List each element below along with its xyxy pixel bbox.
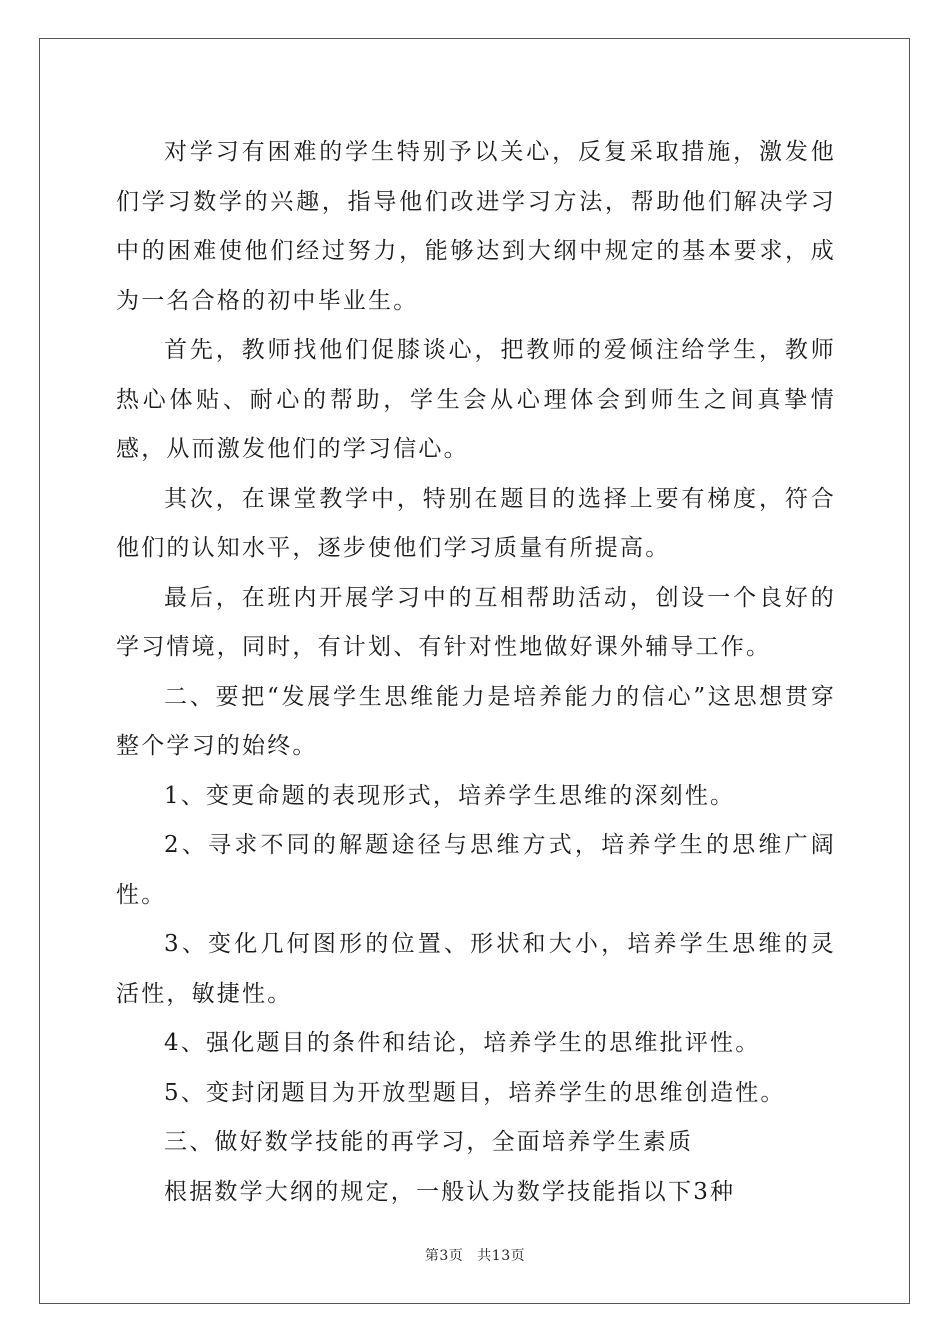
- document-body: [116, 128, 836, 1217]
- paragraph: 3、变化几何图形的位置、形状和大小，培养学生思维的灵活性，敏捷性。: [116, 931, 836, 1007]
- page-footer: [0, 1245, 950, 1265]
- paragraph: 其次，在课堂教学中，特别在题目的选择上要有梯度，符合他们的认知水平，逐步使他们学习质量有所提高。: [116, 485, 836, 561]
- paragraph: 4、强化题目的条件和结论，培养学生的思维批评性。: [164, 1030, 761, 1056]
- paragraph: 5、变封闭题目为开放型题目，培养学生的思维创造性。: [164, 1079, 786, 1106]
- paragraph: 根据数学大纲的规定，一般认为数学技能指以下3种: [164, 1178, 736, 1205]
- paragraph: 二、要把“发展学生思维能力是培养能力的信心”这思想贯穿整个学习的始终。: [116, 683, 836, 759]
- paragraph: 对学习有困难的学生特别予以关心，反复采取措施，激发他们学习数学的兴趣，指导他们改进学习方法，帮助他们解决学习中的困难使他们经过努力，能够达到大纲中规定的基本要求，成为一名合格的初中毕业生。: [116, 139, 836, 314]
- paragraph: 首先，教师找他们促膝谈心，把教师的爱倾注给学生，教师热心体贴、耐心的帮助，学生会从心理体会到师生之间真挚情感，从而激发他们的学习信心。: [116, 337, 836, 462]
- page-number-total: 共13页: [477, 1248, 526, 1264]
- paragraph: 2、寻求不同的解题途径与思维方式，培养学生的思维广阔性。: [116, 832, 836, 908]
- paragraph: 三、做好数学技能的再学习，全面培养学生素质: [164, 1129, 694, 1155]
- page-number-current: 第3页: [424, 1248, 464, 1264]
- paragraph: 1、变更命题的表现形式，培养学生思维的深刻性。: [164, 782, 736, 809]
- paragraph: 最后，在班内开展学习中的互相帮助活动，创设一个良好的学习情境，同时，有计划、有针对性地做好课外辅导工作。: [116, 584, 836, 660]
